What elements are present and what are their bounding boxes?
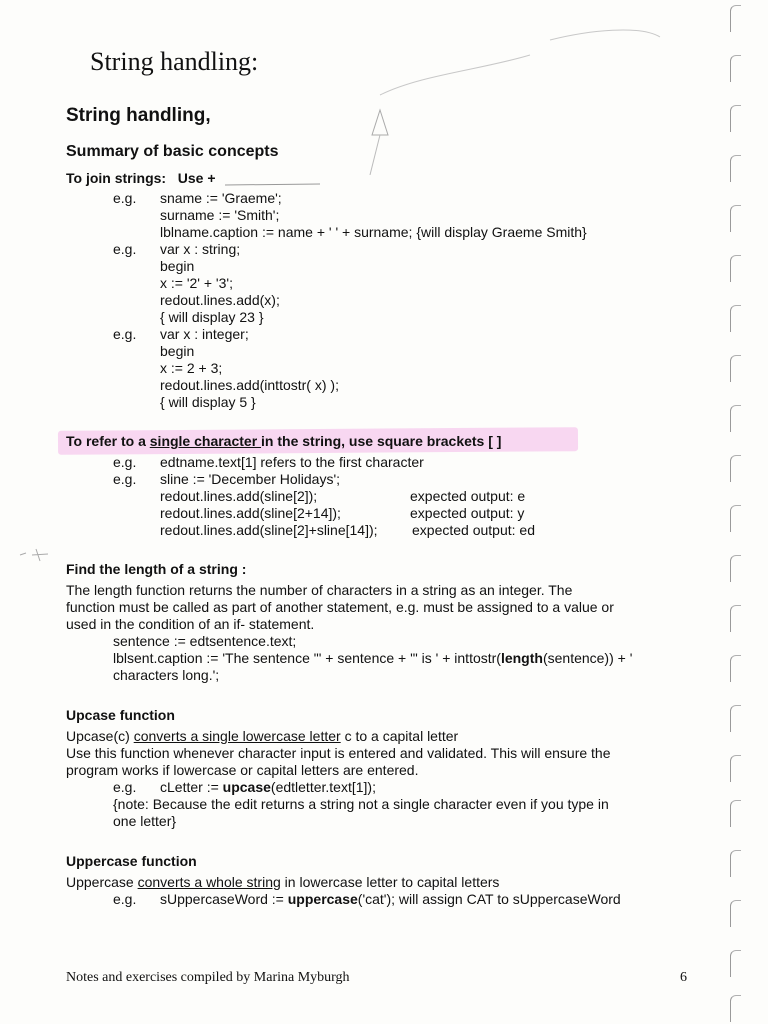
summary-heading: Summary of basic concepts [66,143,279,160]
code-line: sname := 'Graeme'; [160,190,282,206]
code-line: sentence := edtsentence.text; [113,633,297,649]
code-line: characters long.'; [113,667,220,683]
code-line: edtname.text[1] refers to the first character [160,454,424,470]
code-line: sUppercaseWord := uppercase('cat'); will assign CAT to sUppercaseWord [160,891,621,907]
code-line: cLetter := upcase(edtletter.text[1]); [160,779,376,795]
paragraph-line: Use this function whenever character input is entered and validated. This will ensure the [66,745,611,761]
paragraph-line: program works if lowercase or capital letters are entered. [66,762,419,778]
paragraph-line: Upcase(c) converts a single lowercase letter c to a capital letter [66,728,459,744]
code-line: redout.lines.add(x); [160,292,280,308]
code-line: lblname.caption := name + ' ' + surname; {will display Graeme Smith} [160,224,587,240]
eg-label: e.g. [113,326,137,342]
note-line: one letter} [113,813,177,829]
code-line: { will display 5 } [160,394,256,410]
eg-label: e.g. [113,190,137,206]
paragraph-line: function must be called as part of another statement, e.g. must be assigned to a value or [66,599,614,615]
page-number: 6 [680,970,687,985]
eg-label: e.g. [113,454,137,470]
section-title: String handling, [66,105,211,126]
code-line: redout.lines.add(sline[2+14]); [160,505,341,521]
page-title: String handling: [90,47,259,76]
pencil-mark [18,545,58,565]
expected-output: expected output: y [410,505,525,521]
expected-output: expected output: ed [412,522,535,538]
code-line: x := 2 + 3; [160,360,223,376]
code-line: { will display 23 } [160,309,264,325]
code-line: sline := 'December Holidays'; [160,471,341,487]
note-line: {note: Because the edit returns a string not a single character even if you type in [113,796,609,812]
footer-credit: Notes and exercises compiled by Marina Myburgh [66,970,350,985]
paragraph-line: Uppercase converts a whole string in lowercase letter to capital letters [66,874,500,890]
eg-label: e.g. [113,891,137,907]
code-line: begin [160,258,195,274]
length-heading: Find the length of a string : [66,561,247,577]
eg-label: e.g. [113,241,137,257]
paragraph-line: The length function returns the number of characters in a string as an integer. The [66,582,573,598]
code-line: redout.lines.add(sline[2]+sline[14]); [160,522,378,538]
eg-label: e.g. [113,471,137,487]
uppercase-heading: Uppercase function [66,853,197,869]
underline-stroke [225,182,325,188]
code-line: lblsent.caption := 'The sentence "' + sentence + '" is ' + inttostr(length(sentence)) + ' [113,650,633,666]
code-line: x := '2' + '3'; [160,275,233,291]
pencil-annotation [360,15,680,175]
code-line: surname := 'Smith'; [160,207,280,223]
upcase-heading: Upcase function [66,707,175,723]
code-line: begin [160,343,195,359]
code-line: redout.lines.add(inttostr( x) ); [160,377,339,393]
code-line: var x : integer; [160,326,249,342]
expected-output: expected output: e [410,488,526,504]
join-heading: To join strings: Use + [66,170,216,186]
eg-label: e.g. [113,779,137,795]
refer-heading: To refer to a single character in the string, use square brackets [ ] [66,433,502,449]
code-line: var x : string; [160,241,241,257]
paragraph-line: used in the condition of an if- statement. [66,616,315,632]
code-line: redout.lines.add(sline[2]); [160,488,318,504]
